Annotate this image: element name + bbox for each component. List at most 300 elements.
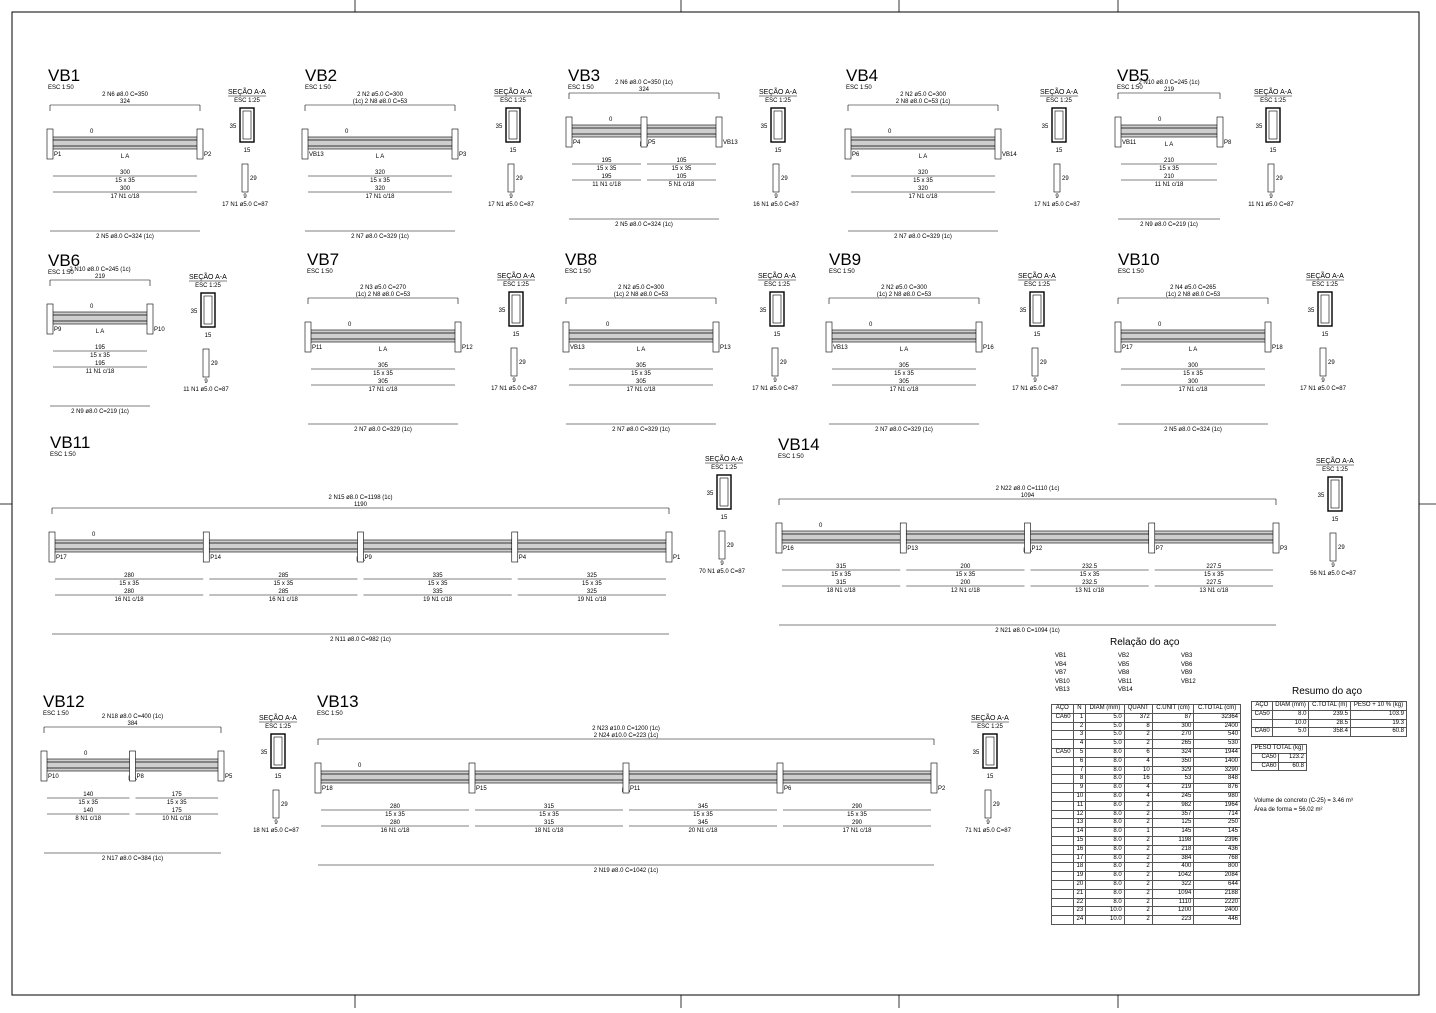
- section-title: SEÇÃO A-A: [189, 274, 227, 281]
- beam-scale: ESC 1:50: [1118, 269, 1144, 275]
- bottom-rebar-label: 2 N21 ø8.0 C=1094 (1c): [995, 628, 1060, 634]
- stirrup-count: 13 N1 c/18: [1199, 588, 1229, 594]
- section-cut-mark: L A: [899, 347, 909, 353]
- stirrup-hook: 9: [720, 561, 724, 567]
- relacao-header: DIAM (mm): [1086, 705, 1124, 714]
- relacao-cell: 1110: [1152, 898, 1194, 907]
- relacao-row: [1052, 898, 1241, 907]
- section-scale: ESC 1:25: [764, 282, 790, 288]
- stirrup-count: 17 N1 c/18: [110, 194, 140, 200]
- relacao-cell: 768: [1194, 854, 1241, 863]
- relacao-row: [1052, 766, 1241, 775]
- stirrup-count: 8 N1 c/18: [75, 816, 102, 822]
- relacao-row: [1052, 784, 1241, 793]
- support-label: VB13: [309, 152, 324, 158]
- relacao-cell: 4: [1124, 757, 1152, 766]
- stirrup-count: 16 N1 c/18: [114, 597, 144, 603]
- section-width: 15: [773, 332, 781, 338]
- relacao-header-row: [1052, 705, 1241, 714]
- beam-title: VB4: [846, 66, 879, 85]
- relacao-cell: 15: [1073, 836, 1086, 845]
- resumo-cell: 5.0: [1272, 728, 1309, 737]
- section-scale: ESC 1:25: [1024, 282, 1050, 288]
- section-width: 15: [1331, 517, 1339, 523]
- section-outline: [271, 734, 285, 768]
- span-section-size: 15 x 35: [631, 371, 651, 377]
- support-pillar: [1149, 523, 1155, 553]
- support-label: P8: [136, 774, 144, 780]
- section-title: SEÇÃO A-A: [1254, 89, 1292, 96]
- relacao-header: N: [1073, 705, 1086, 714]
- top-rebar-length: 1190: [354, 502, 367, 508]
- support-label: P15: [476, 786, 487, 792]
- resumo-cell: 358.4: [1309, 728, 1351, 737]
- support-pillar: [302, 129, 308, 159]
- stirrup-hook: 9: [773, 378, 777, 384]
- beam-title: VB9: [829, 250, 862, 269]
- level-mark: 0: [90, 304, 94, 310]
- section-scale: ESC 1:25: [765, 98, 791, 104]
- relacao-cell: 1: [1124, 828, 1152, 837]
- relacao-cell: [1052, 828, 1074, 837]
- span-section-size: 15 x 35: [1204, 572, 1224, 578]
- beam-scale: ESC 1:50: [317, 711, 343, 717]
- top-rebar-label: 2 N10 ø8.0 C=245 (1c): [1138, 80, 1200, 86]
- section-stirrup-note: 17 N1 ø5.0 C=87: [752, 386, 798, 392]
- stirrup-hook: 9: [1331, 563, 1335, 569]
- section-stirrup-note: 17 N1 ø5.0 C=87: [222, 202, 268, 208]
- support-label: P16: [983, 345, 994, 351]
- bottom-rebar-label: 2 N17 ø8.0 C=384 (1c): [101, 856, 164, 862]
- stirrup-hook: 9: [509, 194, 513, 200]
- stirrup-count: 11 N1 c/18: [592, 182, 621, 188]
- relacao-cell: 219: [1152, 784, 1194, 793]
- support-pillar: [826, 322, 832, 352]
- stirrup-leg: 29: [1062, 176, 1069, 182]
- beam-title: VB14: [778, 435, 820, 454]
- support-pillar: [130, 751, 136, 781]
- top-rebar-length: 219: [94, 274, 106, 280]
- relacao-cell: 436: [1194, 845, 1241, 854]
- relacao-beam-item: VB6: [1181, 661, 1193, 668]
- stirrup-detail: [1054, 164, 1060, 192]
- relacao-cell: 6: [1073, 757, 1086, 766]
- beam-scale: ESC 1:50: [48, 85, 74, 91]
- span-length: 315: [543, 804, 555, 810]
- span-length: 285: [278, 573, 289, 579]
- section-stirrup-note: 17 N1 ø5.0 C=87: [491, 386, 537, 392]
- support-pillar: [845, 129, 851, 159]
- relacao-beam-item: VB3: [1181, 653, 1193, 659]
- stirrup-count: 17 N1 c/18: [842, 828, 872, 834]
- relacao-table: [1051, 704, 1241, 925]
- support-label: P10: [154, 327, 165, 333]
- support-pillar: [777, 763, 783, 793]
- relacao-beam-item: VB1: [1055, 653, 1067, 659]
- relacao-cell: 8.0: [1086, 854, 1124, 863]
- relacao-row: [1052, 880, 1241, 889]
- section-stirrup-note: 17 N1 ø5.0 C=87: [1300, 386, 1346, 392]
- relacao-cell: 17: [1073, 854, 1086, 863]
- top-rebar-length: 1094: [1020, 493, 1035, 499]
- support-pillar: [931, 763, 937, 793]
- span-clear-length: 290: [851, 820, 863, 826]
- relacao-cell: [1052, 845, 1074, 854]
- relacao-cell: 145: [1152, 828, 1194, 837]
- relacao-cell: 540: [1194, 731, 1241, 740]
- top-rebar-label: 2 N2 ø5.0 C=300: [357, 92, 403, 98]
- span-length: 305: [377, 363, 389, 369]
- stirrup-leg: 29: [519, 360, 526, 366]
- relacao-cell: 3: [1073, 731, 1086, 740]
- span-section-size: 15 x 35: [539, 812, 559, 818]
- beam-vb9: [826, 250, 1059, 433]
- section-stirrup-note: 17 N1 ø5.0 C=87: [488, 202, 534, 208]
- span-section-size: 15 x 35: [582, 581, 602, 587]
- level-mark: 0: [345, 129, 349, 135]
- resumo-cell: 28.5: [1309, 719, 1351, 728]
- beam-scale: ESC 1:50: [568, 85, 594, 91]
- span-section-size: 15 x 35: [1079, 572, 1100, 578]
- resumo-cell: CA60: [1252, 728, 1273, 737]
- section-width: 15: [986, 774, 994, 780]
- top-rebar-length: 2 N8 ø8.0 C=53 (1c): [895, 99, 951, 105]
- relacao-cell: 8.0: [1086, 898, 1124, 907]
- section-height: 35: [760, 124, 768, 130]
- top-rebar-length: 2 N24 ø10.0 C=223 (1c): [593, 733, 659, 739]
- section-title: SEÇÃO A-A: [1018, 273, 1056, 280]
- beam-vb12: [41, 692, 300, 862]
- relacao-cell: [1052, 854, 1074, 863]
- relacao-cell: CA60: [1052, 713, 1074, 722]
- stirrup-detail: [772, 348, 778, 376]
- span-section-size: 15 x 35: [671, 166, 692, 172]
- top-rebar-length: (1c) 2 N8 ø8.0 C=53: [1165, 292, 1221, 298]
- resumo-row: [1252, 710, 1407, 719]
- support-pillar: [713, 322, 719, 352]
- bottom-rebar-label: 2 N5 ø8.0 C=324 (1c): [96, 234, 154, 240]
- support-pillar: [197, 129, 203, 159]
- relacao-cell: 2220: [1194, 898, 1241, 907]
- beam-scale: ESC 1:50: [778, 454, 804, 460]
- relacao-cell: 125: [1152, 819, 1194, 828]
- relacao-cell: 980: [1194, 792, 1241, 801]
- section-outline: [201, 293, 215, 327]
- span-length: 290: [851, 804, 863, 810]
- section-width: 15: [243, 148, 251, 154]
- resumo-header-row: [1252, 702, 1407, 711]
- beam-body: [1118, 125, 1220, 137]
- span-length: 210: [1163, 158, 1175, 164]
- support-pillar: [512, 532, 518, 562]
- section-stirrup-note: 70 N1 ø5.0 C=87: [699, 569, 745, 575]
- relacao-cell: 2: [1124, 854, 1152, 863]
- top-rebar-length: 324: [638, 87, 650, 93]
- support-label: P11: [630, 786, 641, 792]
- section-height: 35: [706, 491, 714, 497]
- span-length: 280: [389, 804, 401, 810]
- relacao-cell: 1094: [1152, 889, 1194, 898]
- span-clear-length: 305: [898, 379, 910, 385]
- level-mark: 0: [348, 322, 352, 328]
- level-mark: 0: [84, 751, 88, 757]
- beam-title: VB5: [1117, 66, 1150, 85]
- support-pillar: [995, 129, 1001, 159]
- stirrup-detail: [773, 164, 779, 192]
- relacao-row: [1052, 810, 1241, 819]
- section-stirrup-note: 11 N1 ø5.0 C=87: [1248, 202, 1294, 208]
- support-pillar: [305, 322, 311, 352]
- beam-title: VB1: [48, 66, 81, 85]
- support-pillar: [563, 322, 569, 352]
- support-label: P7: [1155, 546, 1164, 552]
- stirrup-leg: 29: [781, 176, 788, 182]
- stirrup-count: 16 N1 c/18: [268, 597, 298, 603]
- section-stirrup-note: 71 N1 ø5.0 C=87: [965, 828, 1011, 834]
- beam-title: VB11: [50, 433, 91, 452]
- support-label: P12: [1031, 546, 1043, 552]
- relacao-cell: 1200: [1152, 907, 1194, 916]
- section-outline: [509, 292, 523, 326]
- beam-body: [308, 330, 458, 342]
- beam-title: VB7: [307, 250, 340, 269]
- relacao-cell: 16: [1073, 845, 1086, 854]
- relacao-cell: 11: [1073, 801, 1086, 810]
- stirrup-hook: 9: [774, 194, 778, 200]
- stirrup-hook: 9: [1033, 378, 1037, 384]
- support-label: P5: [648, 140, 656, 146]
- relacao-cell: 446: [1194, 916, 1241, 925]
- section-scale: ESC 1:25: [195, 283, 221, 289]
- support-pillar: [623, 763, 629, 793]
- span-length: 200: [960, 564, 971, 570]
- support-label: P4: [573, 140, 581, 146]
- relacao-cell: 8.0: [1086, 889, 1124, 898]
- bottom-rebar-label: 2 N5 ø8.0 C=324 (1c): [615, 222, 673, 228]
- section-width: 15: [204, 333, 212, 339]
- relacao-cell: 6: [1124, 748, 1152, 757]
- peso-cell: 60.8: [1279, 762, 1307, 771]
- resumo-cell: CA50: [1252, 710, 1273, 719]
- support-label: VB13: [723, 140, 738, 146]
- support-label: P9: [54, 327, 62, 333]
- relacao-cell: [1052, 766, 1074, 775]
- support-pillar: [1265, 322, 1271, 352]
- resumo-cell: 19.3: [1351, 719, 1407, 728]
- relacao-cell: 10: [1124, 766, 1152, 775]
- stirrup-detail: [1268, 164, 1274, 192]
- level-mark: 0: [819, 523, 823, 529]
- span-clear-length: 335: [432, 589, 443, 595]
- span-length: 345: [697, 804, 709, 810]
- resumo-cell: 8.0: [1272, 710, 1309, 719]
- top-rebar-label: 2 N6 ø8.0 C=350 (1c): [615, 80, 673, 86]
- relacao-cell: 9: [1073, 784, 1086, 793]
- beam-vb8: [563, 250, 799, 433]
- level-mark: 0: [606, 322, 610, 328]
- support-label: P16: [783, 546, 794, 552]
- peso-cell: CA60: [1252, 762, 1279, 771]
- resumo-row: [1252, 728, 1407, 737]
- relacao-beam-item: VB8: [1118, 670, 1130, 676]
- support-pillar: [455, 322, 461, 352]
- relacao-cell: 2400: [1194, 907, 1241, 916]
- span-length: 335: [432, 573, 443, 579]
- stirrup-count: 18 N1 c/18: [534, 828, 564, 834]
- stirrup-leg: 29: [250, 176, 257, 182]
- support-label: P3: [459, 152, 467, 158]
- section-width: 15: [1055, 148, 1063, 154]
- resumo-cell: [1252, 719, 1273, 728]
- stirrup-leg: 29: [211, 361, 218, 367]
- relacao-cell: [1052, 740, 1074, 749]
- support-label: P18: [322, 786, 333, 792]
- support-pillar: [641, 117, 647, 147]
- relacao-header: AÇO: [1052, 705, 1074, 714]
- relacao-cell: [1052, 801, 1074, 810]
- section-width: 15: [720, 515, 728, 521]
- support-label: P6: [852, 152, 860, 158]
- support-label: P2: [204, 152, 212, 158]
- relacao-beam-list: [1055, 652, 1245, 695]
- support-pillar: [1025, 523, 1031, 553]
- relacao-cell: 7: [1073, 766, 1086, 775]
- relacao-cell: [1052, 784, 1074, 793]
- relacao-cell: 2400: [1194, 722, 1241, 731]
- relacao-row: [1052, 907, 1241, 916]
- beam-vb1: [47, 66, 269, 240]
- section-title: SEÇÃO A-A: [1306, 273, 1344, 280]
- relacao-cell: [1052, 898, 1074, 907]
- section-outline: [1318, 292, 1332, 326]
- span-clear-length: 280: [389, 820, 401, 826]
- bottom-rebar-label: 2 N7 ø8.0 C=329 (1c): [612, 427, 670, 433]
- section-scale: ESC 1:25: [500, 98, 526, 104]
- relacao-cell: 53: [1152, 775, 1194, 784]
- top-rebar-length: 324: [119, 99, 131, 105]
- support-label: P2: [938, 786, 946, 792]
- bottom-rebar-label: 2 N7 ø8.0 C=329 (1c): [351, 234, 409, 240]
- relacao-cell: 2188: [1194, 889, 1241, 898]
- relacao-cell: 8: [1124, 722, 1152, 731]
- span-clear-length: 325: [586, 589, 597, 595]
- relacao-cell: 2: [1124, 898, 1152, 907]
- relacao-cell: 2: [1124, 863, 1152, 872]
- relacao-cell: 218: [1152, 845, 1194, 854]
- relacao-cell: 2: [1124, 810, 1152, 819]
- stirrup-hook: 9: [512, 378, 516, 384]
- span-clear-length: 315: [836, 580, 847, 586]
- relacao-cell: 2396: [1194, 836, 1241, 845]
- support-pillar: [1273, 523, 1279, 553]
- span-length: 227.5: [1206, 564, 1222, 570]
- section-title: SEÇÃO A-A: [494, 89, 532, 96]
- stirrup-leg: 29: [1328, 360, 1335, 366]
- bottom-rebar-label: 2 N5 ø8.0 C=324 (1c): [1164, 427, 1222, 433]
- support-pillar: [1115, 117, 1121, 147]
- section-outline: [717, 475, 731, 509]
- beam-title: VB12: [43, 692, 85, 711]
- beam-title: VB10: [1118, 250, 1160, 269]
- support-pillar: [976, 322, 982, 352]
- span-length: 232.5: [1082, 564, 1098, 570]
- beam-title: VB2: [305, 66, 338, 85]
- section-height: 35: [1041, 124, 1049, 130]
- stirrup-leg: 29: [281, 802, 288, 808]
- relacao-cell: [1052, 916, 1074, 925]
- section-outline: [983, 734, 997, 768]
- bottom-rebar-label: 2 N11 ø8.0 C=982 (1c): [330, 637, 391, 643]
- relacao-cell: 2: [1124, 731, 1152, 740]
- support-pillar: [315, 763, 321, 793]
- span-section-size: 15 x 35: [427, 581, 448, 587]
- section-height: 35: [759, 308, 767, 314]
- span-clear-length: 320: [917, 186, 929, 192]
- section-height: 35: [190, 309, 198, 315]
- beam-body: [50, 312, 150, 324]
- relacao-cell: 2: [1124, 916, 1152, 925]
- relacao-row: [1052, 872, 1241, 881]
- stirrup-hook: 9: [986, 820, 990, 826]
- relacao-row: [1052, 748, 1241, 757]
- beam-scale: ESC 1:50: [846, 85, 872, 91]
- top-rebar-label: 2 N22 ø8.0 C=1110 (1c): [995, 486, 1060, 492]
- section-cut-mark: L A: [95, 329, 105, 335]
- top-rebar-length: 219: [1163, 87, 1175, 93]
- beam-title: VB3: [568, 66, 601, 85]
- relacao-cell: 245: [1152, 792, 1194, 801]
- relacao-cell: [1052, 731, 1074, 740]
- section-title: SEÇÃO A-A: [971, 715, 1009, 722]
- span-clear-length: 320: [374, 186, 386, 192]
- support-label: P1: [54, 152, 62, 158]
- section-title: SEÇÃO A-A: [705, 456, 743, 463]
- stirrup-count: 17 N1 c/18: [365, 194, 395, 200]
- span-section-size: 15 x 35: [955, 572, 976, 578]
- span-section-size: 15 x 35: [596, 166, 617, 172]
- relacao-cell: 32364: [1194, 713, 1241, 722]
- relacao-cell: 800: [1194, 863, 1241, 872]
- section-outline: [771, 108, 785, 142]
- relacao-cell: 24: [1073, 916, 1086, 925]
- beam-vb3: [566, 66, 800, 228]
- section-height: 35: [972, 750, 980, 756]
- section-scale: ESC 1:25: [265, 724, 291, 730]
- stirrup-hook: 9: [274, 820, 278, 826]
- section-outline: [1266, 108, 1280, 142]
- beam-vb13: [315, 692, 1012, 874]
- beam-scale: ESC 1:50: [305, 85, 331, 91]
- beam-scale: ESC 1:50: [1117, 85, 1143, 91]
- section-title: SEÇÃO A-A: [1316, 458, 1354, 465]
- level-mark: 0: [869, 322, 873, 328]
- level-mark: 0: [358, 763, 362, 769]
- volume-note: Volume de concreto (C-25) = 3.46 m³: [1254, 798, 1353, 804]
- section-cut-mark: L A: [120, 154, 130, 160]
- top-rebar-label: 2 N15 ø8.0 C=1198 (1c): [328, 495, 393, 501]
- bottom-rebar-label: 2 N9 ø8.0 C=219 (1c): [71, 409, 129, 415]
- span-section-size: 15 x 35: [90, 353, 110, 359]
- span-length: 325: [586, 573, 597, 579]
- stirrup-count: 11 N1 c/18: [1154, 182, 1184, 188]
- beam-scale: ESC 1:50: [565, 269, 591, 275]
- support-label: P3: [1280, 546, 1288, 552]
- relacao-cell: [1052, 775, 1074, 784]
- level-mark: 0: [92, 532, 96, 538]
- span-length: 195: [601, 158, 612, 164]
- stirrup-count: 16 N1 c/18: [380, 828, 410, 834]
- beam-title: VB6: [48, 251, 81, 270]
